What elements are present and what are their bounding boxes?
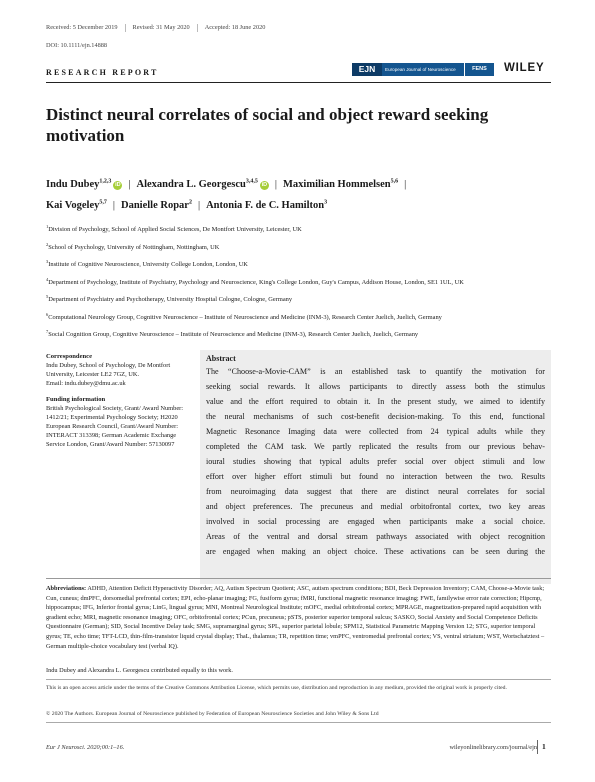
fens-logo: FENS [464, 63, 494, 76]
abstract-line: value and the effort required to obtain it. In the present study, we aimed to identify [206, 397, 545, 406]
abstract-line: effort over higher effort stimuli but found no interaction between the two. Results [206, 472, 545, 481]
journal-name-banner: European Journal of Neuroscience [382, 63, 464, 76]
doi[interactable]: DOI: 10.1111/ejn.14888 [46, 42, 108, 49]
open-access-note: This is an open access article under the terms of the Creative Commons Attribution License, which permits use, distribution and reproduction in any medium, provided the original work is properly cited. [46, 685, 507, 691]
orcid-icon[interactable]: iD [261, 181, 268, 188]
abstract-line: seeking social rewards. It allows participants to directly assess both the stimulus [206, 382, 545, 391]
section-label: RESEARCH REPORT [46, 68, 159, 77]
abbreviations [46, 584, 551, 651]
abstract-line: Magnetic Resonance Imaging data were collected from 24 typical adults while they [206, 427, 545, 436]
revised-date: Revised: 31 May 2020 [132, 24, 190, 32]
affiliation: $^5$Department of Psychiatry and Psychotherapy, University Hospital Cologne, Cologne, Germany [46, 294, 293, 304]
abstract-line: from neuroimaging data suggest that there are distinct neural correlates for social [206, 487, 545, 496]
affiliation: $^7$Social Cognition Group, Cognitive Neuroscience – Institute of Neuroscience and Medicine (INM-3), Research Center Juelich, Juelich, Germany [46, 329, 419, 339]
funding-heading: Funding information [46, 396, 106, 403]
affiliation: $^6$Computational Neurology Group, Cognitive Neuroscience – Institute of Neuroscience and Medicine (INM-3), Research Center Juelich, Juelich, Germany [46, 311, 442, 321]
author[interactable]: Kai Vogeley$^{5,7}$ [46, 199, 107, 211]
author[interactable]: Danielle Ropar$^2$ [121, 199, 192, 211]
divider [46, 722, 551, 723]
abstract-line: the neural mechanisms of such cost-benefit decision-making. To this end, functional [206, 412, 545, 421]
divider [125, 24, 126, 32]
author[interactable]: Antonia F. de C. Hamilton$^3$ [206, 199, 328, 211]
author[interactable]: Alexandra L. Georgescu$^{3,4,5}$ [136, 178, 258, 190]
correspondence-heading: Correspondence [46, 353, 93, 360]
journal-url[interactable]: wileyonlinelibrary.com/journal/ejn [449, 744, 537, 751]
divider [46, 578, 551, 579]
orcid-icon[interactable]: iD [115, 181, 121, 188]
abstract-heading: Abstract [206, 354, 236, 363]
citation: Eur J Neurosci. 2020;00:1–16. [46, 744, 125, 751]
divider [197, 24, 198, 32]
abstract-line: ioural studies showing that typical adults prefer social over object stimuli and low [206, 457, 545, 466]
article-dates [46, 24, 265, 32]
contribution-note: Indu Dubey and Alexandra L. Georgescu contributed equally to this work. [46, 667, 233, 674]
abbreviations-label: Abbreviations: [46, 585, 87, 592]
sidebar-info [46, 352, 186, 449]
abstract-line: and object preferences. The precuneus and medial orbitofrontal cortex, two key areas [206, 502, 545, 511]
header-rule [46, 82, 551, 83]
copyright-note: © 2020 The Authors. European Journal of Neuroscience published by Federation of European Neuroscience Societies and John Wiley & Sons Ltd [46, 711, 379, 717]
author[interactable]: Maximilian Hommelsen$^{5,6}$ [283, 178, 399, 190]
received-date: Received: 5 December 2019 [46, 24, 118, 32]
abstract-line: Areas of the ventral and dorsal stream pathways associated with object recognition [206, 532, 545, 541]
abstract-line: completed the CAM task. We partly replicated the results from our previous behav- [206, 442, 545, 451]
correspondence-text: Indu Dubey, School of Psychology, De Montfort University, Leicester LE2 7GZ, UK. [46, 362, 171, 378]
divider [537, 740, 538, 754]
divider [46, 679, 551, 680]
page-number: 1 [542, 742, 546, 751]
funding-text: British Psychological Society, Grant/ Award Number: 1412/21; Experimental Psychology Society; H2020 European Research Council, Grant/Award Number: INTERACT 313398; German Academic Exchange Service London, Grant/Award Number: 57130097 [46, 405, 184, 448]
abstract-box [200, 350, 551, 584]
ejn-logo: EJN [352, 63, 382, 76]
article-title: Distinct neural correlates of social and object reward seeking motivation [46, 105, 489, 145]
abbreviations-text: ADHD, Attention Deficit Hyperactivity Disorder; AQ, Autism Spectrum Quotient; ASC, autism spectrum conditions; BDI, Beck Depression Inventory; CAM, Choose-a-Movie task; Cun, cuneus; dmPFC, dorsomedial prefrontal cortex; EPI, echo-planar imaging; FG, fusiform gyrus; fMRI, functional magnetic resonance imaging; FWE, familywise error rate correction; Hipcmp, hippocampus; IFG, Inferior frontal gyrus; LinG, lingual gyrus; MNI, Montreal Neurological Institute; mOFC, medial orbitofrontal cortex; MPRAGE, magnetization-prepared rapid acquisition with gradient echo; MRI, magnetic resonance imaging; OFC, orbitofrontal cortex; PCun, precuneus; pSTS, posterior superior temporal sulcus; SASKO, Social Anxiety and Social Competence Deficits Questionnaire (German); SID, Social Incentive Delay task; SMG, supramarginal gyrus; SPL, superior parietal lobule; SPM12, Statistical Parametric Mapping Version 12; STG, superior temporal gyrus; TE, echo time; TFT-LCD, thin-film-transistor liquid crystal display; ThaL, thalamus; TR, repetition time; vmPFC, ventromedial prefrontal cortex; VS, ventral striatum; WST, Wortschatztest – German multiple-choice vocabulary test (verbal IQ). [46, 585, 545, 650]
accepted-date: Accepted: 18 June 2020 [204, 24, 266, 32]
abstract-line: The “Choose-a-Movie-CAM” is an established task to quantify the motivation for [206, 367, 545, 376]
affiliation: $^2$School of Psychology, University of Nottingham, Nottingham, UK [46, 241, 220, 251]
affiliation: $^4$Department of Psychology, Institute of Psychiatry, Psychology and Neuroscience, King's College London, Guy's Campus, Addison House, London, SE1 1UL, UK [46, 276, 464, 286]
author-list: Indu Dubey$^{1,2,3}$iD | Alexandra L. Georgescu$^{3,4,5}$iD | Maximilian Hommelsen$^{5,6}$ | Kai Vogeley$^{5,7}$ | Danielle Ropar$^2$ | Antonia F. de C. Hamilton$^3$ [46, 178, 407, 211]
affiliation: $^1$Division of Psychology, School of Applied Social Sciences, De Montfort University, Leicester, UK [46, 224, 302, 234]
correspondence-email[interactable]: Email: indu.dubey@dmu.ac.uk [46, 380, 126, 387]
affiliation: $^3$Institute of Cognitive Neuroscience, University College London, London, UK [46, 259, 248, 269]
abstract-line: involved in social processing are engaged when participants make a social choice. [206, 517, 545, 526]
abstract-line: are engaged when making an object choice. These activations can be seen during the [206, 547, 545, 556]
affiliations [46, 222, 551, 345]
author[interactable]: Indu Dubey$^{1,2,3}$ [46, 178, 112, 190]
wiley-logo: WILEY [504, 62, 545, 74]
